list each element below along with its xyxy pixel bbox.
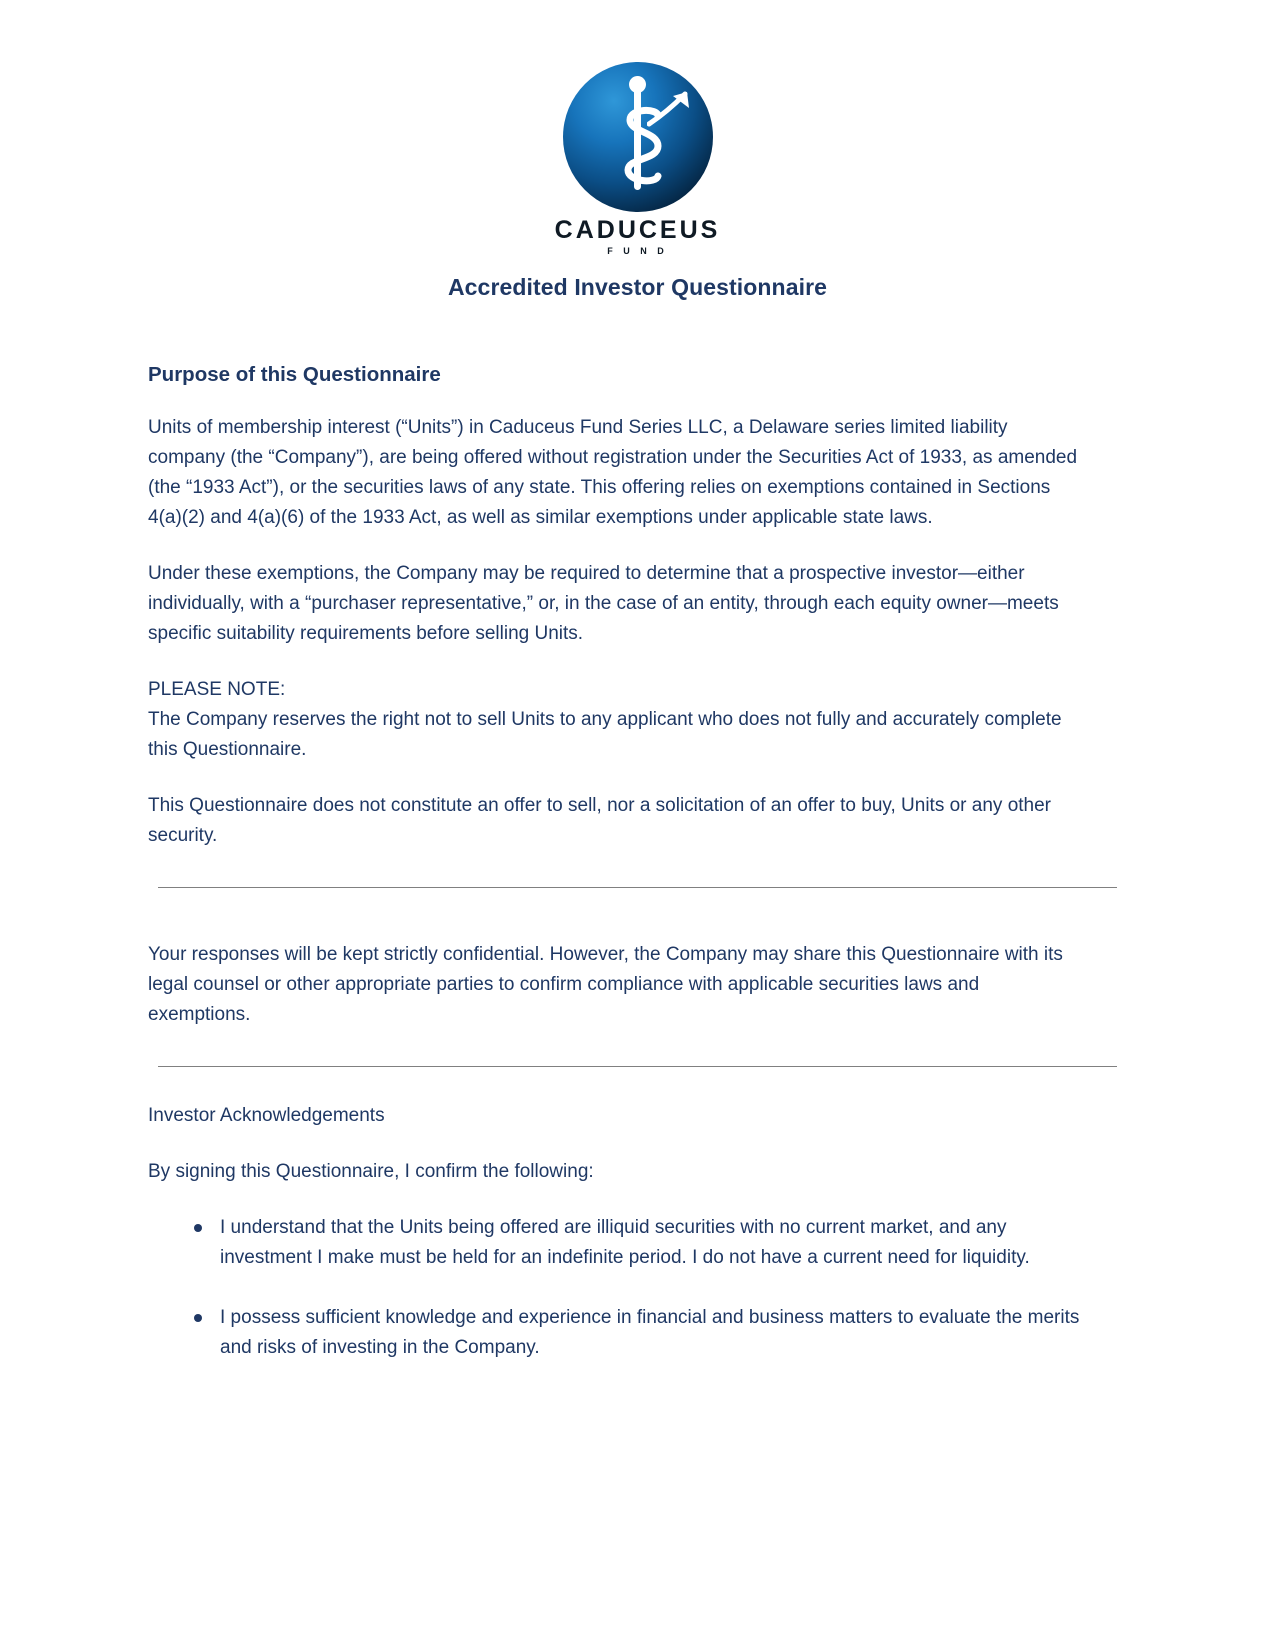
logo-subword: F U N D (607, 246, 668, 256)
logo-wordmark: CADUCEUS (554, 216, 721, 244)
logo-block (0, 0, 1275, 256)
paragraph-no-offer: This Questionnaire does not constitute an offer to sell, nor a solicitation of an offer to buy, Units or any other security. (148, 795, 1052, 847)
acknowledgements-heading: Investor Acknowledgements (148, 1105, 385, 1127)
please-note-label: PLEASE NOTE: (148, 679, 286, 701)
section-heading: Purpose of this Questionnaire (148, 363, 441, 386)
page-title: Accredited Investor Questionnaire (447, 274, 828, 300)
list-item: I possess sufficient knowledge and experience in financial and business matters to evaluate the merits and risks of investing in the Company. (220, 1303, 1100, 1363)
document-body (0, 363, 1275, 1363)
logo-ball (629, 76, 646, 93)
paragraph-exemptions: Under these exemptions, the Company may be required to determine that a prospective investor—either individually, with a “purchaser representative,” or, in the case of an entity, through each equity owner—meets specific suitability requirements before selling Units. (148, 563, 1059, 645)
acknowledgements-list (148, 1213, 1127, 1363)
logo-arrow-icon (647, 86, 693, 128)
paragraph-confidentiality: Your responses will be kept strictly confidential. However, the Company may share this Questionnaire with its legal counsel or other appropriate parties to confirm compliance with applicable securities laws and exemptions. (148, 944, 1063, 1026)
please-note-text: The Company reserves the right not to sell Units to any applicant who does not fully and accurately complete this Questionnaire. (148, 709, 1062, 761)
paragraph-units-offering: Units of membership interest (“Units”) in Caduceus Fund Series LLC, a Delaware series limited liability company (the “Company”), are being offered without registration under the Securities Act of 1933, as amended (the “1933 Act”), or the securities laws of any state. This offering relies on exemptions contained in Sections 4(a)(2) and 4(a)(6) of the 1933 Act, as well as similar exemptions under applicable state laws. (148, 417, 1078, 529)
list-item: I understand that the Units being offered are illiquid securities with no current market, and any investment I make must be held for an indefinite period. I do not have a current need for liquidity. (220, 1213, 1100, 1273)
acknowledgements-intro: By signing this Questionnaire, I confirm the following: (148, 1161, 594, 1183)
caduceus-logo-icon (563, 62, 713, 212)
